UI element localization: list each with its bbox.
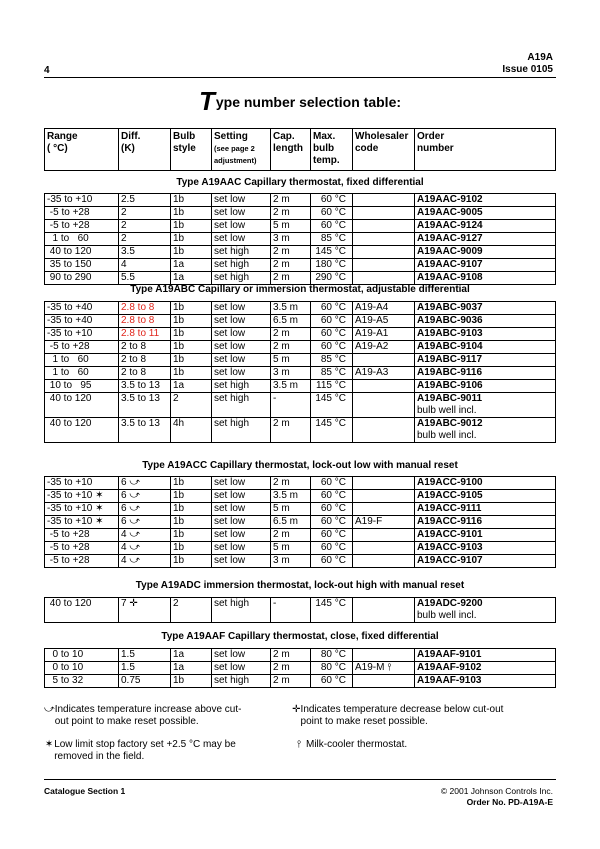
cell-diff: 2.5: [119, 194, 171, 207]
table-row: [45, 380, 556, 393]
cell-max-temp: 80 °C: [311, 662, 353, 675]
cell-range: -5 to +28: [45, 529, 119, 542]
cell-wholesaler-code: [353, 490, 415, 503]
col-wholesaler: Wholesaler code: [353, 129, 415, 171]
cell-range: -35 to +40: [45, 302, 119, 315]
cell-max-temp: 60 °C: [311, 477, 353, 490]
cell-max-temp: 85 °C: [311, 233, 353, 246]
cell-diff: 2.8 to 8: [119, 302, 171, 315]
cell-wholesaler-code: [353, 418, 415, 443]
cell-bulb: 1b: [171, 490, 212, 503]
cell-range: 40 to 120: [45, 246, 119, 259]
cell-wholesaler-code: A19-A3: [353, 367, 415, 380]
cell-setting: set low: [212, 233, 271, 246]
column-header-table: [44, 128, 556, 171]
cell-bulb: 1b: [171, 516, 212, 529]
cell-max-temp: 115 °C: [311, 380, 353, 393]
footer-right: [441, 786, 553, 808]
cell-range: 5 to 32: [45, 675, 119, 688]
cell-cap-length: 3.5 m: [271, 302, 311, 315]
cell-bulb: 1b: [171, 315, 212, 328]
cell-order-number: A19ABC-9037: [415, 302, 556, 315]
cell-max-temp: 145 °C: [311, 393, 353, 418]
table-row: [45, 542, 556, 555]
cell-max-temp: 60 °C: [311, 675, 353, 688]
cell-max-temp: 60 °C: [311, 207, 353, 220]
cell-wholesaler-code: [353, 207, 415, 220]
cell-order-number: A19ABC-9117: [415, 354, 556, 367]
cell-diff: 4 ⤻: [119, 529, 171, 542]
cell-order-number: A19AAF-9101: [415, 649, 556, 662]
cell-bulb: 4h: [171, 418, 212, 443]
cell-cap-length: 6.5 m: [271, 516, 311, 529]
cell-wholesaler-code: A19-A4: [353, 302, 415, 315]
cell-wholesaler-code: [353, 598, 415, 623]
note-increase: [44, 704, 254, 728]
cell-order-number: A19ABC-9036: [415, 315, 556, 328]
table-row: [45, 393, 556, 418]
table-row: [45, 259, 556, 272]
cell-order-number: [415, 598, 556, 623]
cell-setting: set low: [212, 542, 271, 555]
cell-bulb: 1b: [171, 220, 212, 233]
cell-wholesaler-code: [353, 393, 415, 418]
cell-diff: 3.5: [119, 246, 171, 259]
cell-diff: 4: [119, 259, 171, 272]
cell-order-number: A19AAF-9103: [415, 675, 556, 688]
cell-setting: set low: [212, 555, 271, 568]
cell-max-temp: 85 °C: [311, 367, 353, 380]
cell-cap-length: 5 m: [271, 503, 311, 516]
cell-diff: 6 ⤻: [119, 503, 171, 516]
cell-order-number: A19AAC-9124: [415, 220, 556, 233]
cell-setting: set low: [212, 354, 271, 367]
cell-max-temp: 60 °C: [311, 529, 353, 542]
cell-cap-length: 2 m: [271, 194, 311, 207]
cell-range: 90 to 290: [45, 272, 119, 285]
cell-bulb: 1a: [171, 649, 212, 662]
cell-setting: set high: [212, 246, 271, 259]
title-initial: T: [198, 86, 215, 116]
cell-bulb: 1b: [171, 341, 212, 354]
table-row: [45, 503, 556, 516]
cell-range: 40 to 120: [45, 393, 119, 418]
cell-cap-length: -: [271, 598, 311, 623]
footer-catalogue-section: Catalogue Section 1: [44, 786, 126, 796]
table-row: [45, 555, 556, 568]
cell-setting: set low: [212, 649, 271, 662]
cell-range: -5 to +28: [45, 555, 119, 568]
cell-cap-length: 3.5 m: [271, 490, 311, 503]
cell-order-number: [415, 393, 556, 418]
cell-order-number: A19ACC-9105: [415, 490, 556, 503]
cell-setting: set low: [212, 315, 271, 328]
cell-wholesaler-code: [353, 675, 415, 688]
table-row: [45, 490, 556, 503]
cell-bulb: 1b: [171, 542, 212, 555]
table-adc: [44, 597, 556, 623]
cell-setting: set high: [212, 418, 271, 443]
cell-order-number: A19AAC-9127: [415, 233, 556, 246]
cell-range: 1 to 60: [45, 233, 119, 246]
cell-diff: 1.5: [119, 662, 171, 675]
table-row: [45, 207, 556, 220]
cell-cap-length: 3 m: [271, 233, 311, 246]
note-limit: [44, 739, 254, 763]
cell-setting: set low: [212, 367, 271, 380]
milk-cooler-icon: ⫯: [296, 739, 302, 750]
cell-order-number: [415, 418, 556, 443]
section-title-abc: Type A19ABC Capillary or immersion thermostat, adjustable differential: [130, 284, 470, 295]
cell-max-temp: 60 °C: [311, 315, 353, 328]
reset-decrease-icon: ✛: [292, 704, 301, 715]
cell-wholesaler-code: [353, 477, 415, 490]
cell-bulb: 1b: [171, 207, 212, 220]
note-decrease-text: Indicates temperature decrease below cut-out point to make reset possible.: [300, 704, 504, 727]
cell-cap-length: 5 m: [271, 542, 311, 555]
table-row: [45, 315, 556, 328]
cell-diff: 2 to 8: [119, 354, 171, 367]
cell-cap-length: 2 m: [271, 272, 311, 285]
cell-wholesaler-code: [353, 503, 415, 516]
cell-setting: set low: [212, 207, 271, 220]
note-milk: [292, 739, 504, 751]
cell-diff: 2: [119, 220, 171, 233]
cell-setting: set high: [212, 272, 271, 285]
col-diff: Diff. (K): [119, 129, 171, 171]
cell-cap-length: 2 m: [271, 662, 311, 675]
table-row: [45, 220, 556, 233]
cell-bulb: 2: [171, 598, 212, 623]
cell-max-temp: 290 °C: [311, 272, 353, 285]
product-code: A19A: [527, 52, 553, 63]
cell-diff: 6 ⤻: [119, 477, 171, 490]
cell-setting: set low: [212, 194, 271, 207]
table-abc: [44, 301, 556, 443]
cell-wholesaler-code: A19-A1: [353, 328, 415, 341]
cell-max-temp: 60 °C: [311, 220, 353, 233]
table-row: [45, 662, 556, 675]
cell-range: -35 to +10 ✶: [45, 516, 119, 529]
section-title-aac: Type A19AAC Capillary thermostat, fixed differential: [176, 177, 424, 188]
document-header: [502, 52, 553, 76]
cell-wholesaler-code: [353, 272, 415, 285]
cell-diff: 0.75: [119, 675, 171, 688]
col-order: Order number: [415, 129, 556, 171]
table-row: [45, 328, 556, 341]
cell-max-temp: 60 °C: [311, 194, 353, 207]
table-row: [45, 418, 556, 443]
cell-range: 0 to 10: [45, 662, 119, 675]
cell-wholesaler-code: A19-A5: [353, 315, 415, 328]
footer-divider: [44, 779, 556, 780]
table-row: [45, 246, 556, 259]
table-row: [45, 598, 556, 623]
cell-max-temp: 60 °C: [311, 516, 353, 529]
table-aac: [44, 193, 556, 285]
cell-bulb: 1b: [171, 555, 212, 568]
cell-bulb: 1b: [171, 302, 212, 315]
limit-stop-icon: ✶: [44, 739, 54, 750]
table-row: [45, 354, 556, 367]
col-setting: Setting (see page 2 adjustment): [212, 129, 271, 171]
cell-cap-length: 2 m: [271, 649, 311, 662]
cell-range: -5 to +28: [45, 542, 119, 555]
cell-bulb: 1a: [171, 259, 212, 272]
cell-diff: 4 ⤻: [119, 555, 171, 568]
table-row: [45, 529, 556, 542]
col-max: Max. bulb temp.: [311, 129, 353, 171]
cell-bulb: 1a: [171, 380, 212, 393]
table-row: [45, 649, 556, 662]
cell-wholesaler-code: [353, 354, 415, 367]
cell-cap-length: 3 m: [271, 555, 311, 568]
cell-cap-length: 2 m: [271, 246, 311, 259]
cell-diff: 3.5 to 13: [119, 393, 171, 418]
cell-range: 35 to 150: [45, 259, 119, 272]
cell-wholesaler-code: [353, 529, 415, 542]
table-row: [45, 233, 556, 246]
cell-cap-length: 2 m: [271, 529, 311, 542]
cell-range: 40 to 120: [45, 598, 119, 623]
table-row: [45, 302, 556, 315]
table-row: [45, 516, 556, 529]
cell-range: 1 to 60: [45, 354, 119, 367]
cell-diff: 2.8 to 11: [119, 328, 171, 341]
cell-order-number: A19AAC-9005: [415, 207, 556, 220]
cell-setting: set low: [212, 662, 271, 675]
cell-bulb: 2: [171, 393, 212, 418]
issue-label: Issue 0105: [502, 64, 553, 75]
cell-order-number: A19ABC-9106: [415, 380, 556, 393]
note-limit-text: Low limit stop factory set +2.5 °C may be removed in the field.: [54, 739, 236, 762]
cell-max-temp: 85 °C: [311, 354, 353, 367]
cell-range: -5 to +28: [45, 220, 119, 233]
cell-diff: 2.8 to 8: [119, 315, 171, 328]
cell-setting: set low: [212, 341, 271, 354]
cell-cap-length: 2 m: [271, 207, 311, 220]
cell-bulb: 1a: [171, 272, 212, 285]
cell-range: -35 to +10: [45, 328, 119, 341]
cell-cap-length: -: [271, 393, 311, 418]
cell-wholesaler-code: A19-A2: [353, 341, 415, 354]
table-row: [45, 675, 556, 688]
cell-setting: set low: [212, 529, 271, 542]
cell-order-number: A19ACC-9111: [415, 503, 556, 516]
order-number: A19ABC-9012: [417, 418, 483, 429]
cell-diff: 7 ✛: [119, 598, 171, 623]
cell-max-temp: 60 °C: [311, 555, 353, 568]
col-cap: Cap. length: [271, 129, 311, 171]
cell-wholesaler-code: [353, 194, 415, 207]
title-text: ype number selection table:: [215, 94, 402, 110]
cell-setting: set high: [212, 380, 271, 393]
cell-diff: 2 to 8: [119, 341, 171, 354]
cell-max-temp: 60 °C: [311, 490, 353, 503]
cell-range: -35 to +10 ✶: [45, 503, 119, 516]
cell-range: -35 to +10: [45, 194, 119, 207]
cell-order-number: A19AAC-9108: [415, 272, 556, 285]
cell-bulb: 1b: [171, 675, 212, 688]
note-increase-text: Indicates temperature increase above cut-out point to make reset possible.: [54, 704, 242, 727]
cell-cap-length: 5 m: [271, 354, 311, 367]
table-row: [45, 477, 556, 490]
cell-diff: 1.5: [119, 649, 171, 662]
cell-order-number: A19ABC-9116: [415, 367, 556, 380]
cell-order-number: A19AAC-9102: [415, 194, 556, 207]
cell-wholesaler-code: A19-M ⫯: [353, 662, 415, 675]
cell-range: 1 to 60: [45, 367, 119, 380]
cell-cap-length: 2 m: [271, 418, 311, 443]
cell-bulb: 1b: [171, 328, 212, 341]
cell-wholesaler-code: [353, 259, 415, 272]
cell-setting: set high: [212, 393, 271, 418]
cell-cap-length: 6.5 m: [271, 315, 311, 328]
cell-wholesaler-code: [353, 649, 415, 662]
cell-max-temp: 180 °C: [311, 259, 353, 272]
section-title-aaf: Type A19AAF Capillary thermostat, close, fixed differential: [161, 631, 439, 642]
cell-wholesaler-code: [353, 542, 415, 555]
col-range: Range ( °C): [45, 129, 119, 171]
cell-setting: set high: [212, 259, 271, 272]
cell-diff: 3.5 to 13: [119, 418, 171, 443]
cell-range: 0 to 10: [45, 649, 119, 662]
cell-max-temp: 60 °C: [311, 542, 353, 555]
cell-diff: 6 ⤻: [119, 490, 171, 503]
table-aaf: [44, 648, 556, 688]
cell-range: -35 to +40: [45, 315, 119, 328]
cell-cap-length: 2 m: [271, 477, 311, 490]
table-row: [45, 367, 556, 380]
cell-setting: set low: [212, 328, 271, 341]
section-title-adc: Type A19ADC immersion thermostat, lock-out high with manual reset: [135, 580, 465, 591]
cell-order-number: A19ABC-9104: [415, 341, 556, 354]
cell-max-temp: 145 °C: [311, 418, 353, 443]
cell-setting: set low: [212, 477, 271, 490]
order-number: A19ADC-9200: [417, 598, 483, 609]
cell-max-temp: 60 °C: [311, 503, 353, 516]
cell-cap-length: 3 m: [271, 367, 311, 380]
cell-max-temp: 145 °C: [311, 598, 353, 623]
cell-diff: 5.5: [119, 272, 171, 285]
cell-max-temp: 60 °C: [311, 341, 353, 354]
order-note: bulb well incl.: [417, 405, 477, 416]
cell-bulb: 1b: [171, 503, 212, 516]
cell-cap-length: 5 m: [271, 220, 311, 233]
cell-cap-length: 2 m: [271, 341, 311, 354]
footer-copyright: © 2001 Johnson Controls Inc.: [440, 786, 553, 796]
cell-max-temp: 60 °C: [311, 328, 353, 341]
cell-bulb: 1a: [171, 662, 212, 675]
table-row: [45, 194, 556, 207]
cell-diff: 4 ⤻: [119, 542, 171, 555]
note-decrease: [292, 704, 504, 728]
cell-cap-length: 3.5 m: [271, 380, 311, 393]
cell-range: 40 to 120: [45, 418, 119, 443]
table-row: [45, 272, 556, 285]
footer-order-number: Order No. PD-A19A-E: [466, 797, 553, 807]
header-divider: [44, 77, 556, 78]
cell-setting: set low: [212, 302, 271, 315]
cell-bulb: 1b: [171, 354, 212, 367]
cell-range: -5 to +28: [45, 207, 119, 220]
col-bulb: Bulb style: [171, 129, 212, 171]
cell-max-temp: 145 °C: [311, 246, 353, 259]
cell-cap-length: 2 m: [271, 259, 311, 272]
note-milk-text: Milk-cooler thermostat.: [306, 739, 408, 750]
cell-range: -35 to +10: [45, 477, 119, 490]
cell-order-number: A19AAF-9102: [415, 662, 556, 675]
cell-setting: set low: [212, 220, 271, 233]
cell-order-number: A19ACC-9101: [415, 529, 556, 542]
cell-order-number: A19AAC-9009: [415, 246, 556, 259]
cell-setting: set low: [212, 490, 271, 503]
cell-bulb: 1b: [171, 194, 212, 207]
cell-wholesaler-code: [353, 380, 415, 393]
page-title: [0, 86, 600, 117]
cell-wholesaler-code: [353, 555, 415, 568]
table-acc: [44, 476, 556, 568]
cell-wholesaler-code: [353, 220, 415, 233]
cell-range: -35 to +10 ✶: [45, 490, 119, 503]
cell-wholesaler-code: [353, 246, 415, 259]
cell-order-number: A19ACC-9103: [415, 542, 556, 555]
cell-bulb: 1b: [171, 246, 212, 259]
cell-range: 10 to 95: [45, 380, 119, 393]
cell-order-number: A19ACC-9100: [415, 477, 556, 490]
table-row: [45, 341, 556, 354]
cell-wholesaler-code: A19-F: [353, 516, 415, 529]
cell-order-number: A19ABC-9103: [415, 328, 556, 341]
section-title-acc: Type A19ACC Capillary thermostat, lock-out low with manual reset: [142, 460, 458, 471]
cell-setting: set low: [212, 516, 271, 529]
cell-setting: set high: [212, 598, 271, 623]
cell-setting: set high: [212, 675, 271, 688]
cell-diff: 2 to 8: [119, 367, 171, 380]
reset-increase-icon: ⤻: [44, 704, 55, 715]
cell-max-temp: 60 °C: [311, 302, 353, 315]
cell-cap-length: 2 m: [271, 328, 311, 341]
cell-diff: 3.5 to 13: [119, 380, 171, 393]
order-note: bulb well incl.: [417, 610, 477, 621]
cell-diff: 2: [119, 207, 171, 220]
cell-wholesaler-code: [353, 233, 415, 246]
cell-bulb: 1b: [171, 529, 212, 542]
cell-order-number: A19ACC-9107: [415, 555, 556, 568]
order-number: A19ABC-9011: [417, 393, 483, 404]
cell-bulb: 1b: [171, 233, 212, 246]
cell-order-number: A19AAC-9107: [415, 259, 556, 272]
cell-setting: set low: [212, 503, 271, 516]
cell-diff: 2: [119, 233, 171, 246]
cell-cap-length: 2 m: [271, 675, 311, 688]
cell-diff: 6 ⤻: [119, 516, 171, 529]
cell-bulb: 1b: [171, 477, 212, 490]
cell-order-number: A19ACC-9116: [415, 516, 556, 529]
order-note: bulb well incl.: [417, 430, 477, 441]
cell-max-temp: 80 °C: [311, 649, 353, 662]
cell-range: -5 to +28: [45, 341, 119, 354]
cell-bulb: 1b: [171, 367, 212, 380]
page-number: 4: [44, 65, 50, 76]
